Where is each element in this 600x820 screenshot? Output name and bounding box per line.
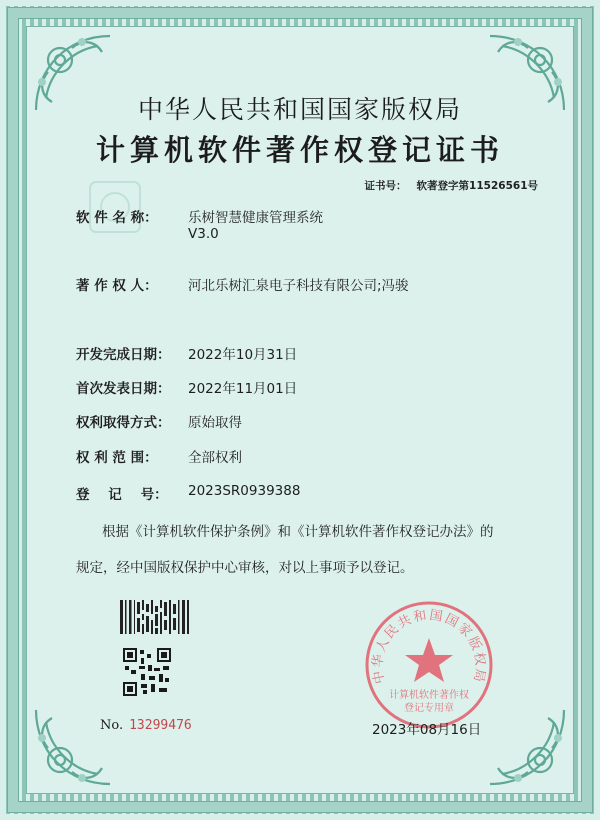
owner-label: 著 作 权 人： (76, 278, 158, 294)
owner-value: 河北乐树汇泉电子科技有限公司;冯骏 (188, 278, 409, 294)
acquire-method-value: 原始取得 (188, 415, 242, 431)
acquire-method-label: 权利取得方式： (76, 415, 171, 431)
certificate-number (365, 178, 538, 193)
seal-ring-text: 中华人民共和国国家版权局 (370, 607, 488, 685)
qr-code-icon (123, 648, 171, 696)
certificate-title: 计算机软件著作权登记证书 (95, 133, 504, 167)
serial-number-value: 13299476 (129, 718, 192, 733)
issue-date: 2023年08月16日 (372, 722, 482, 738)
registration-number-label: 登 记 号： (76, 487, 168, 503)
rights-scope-value: 全部权利 (188, 450, 242, 466)
software-version-value: V3.0 (188, 226, 219, 242)
certificate-number-value: 软著登字第11526561号 (416, 180, 538, 192)
software-name-value: 乐树智慧健康管理系统 (188, 210, 323, 226)
official-seal (362, 598, 496, 732)
software-name-label: 软 件 名 称： (76, 210, 158, 226)
completion-date-label: 开发完成日期： (76, 347, 171, 363)
rights-scope-label: 权 利 范 围： (76, 450, 158, 466)
registration-number-value: 2023SR0939388 (188, 483, 301, 499)
seal-inner-line-1: 计算机软件著作权 (389, 690, 469, 701)
corner-ornament-icon (28, 702, 118, 792)
publish-date-value: 2022年11月01日 (188, 381, 298, 397)
statement-line-2: 规定，经中国版权保护中心审核，对以上事项予以登记。 (76, 560, 414, 576)
star-icon (405, 638, 453, 682)
serial-number (100, 718, 192, 733)
certificate-number-label: 证书号： (364, 180, 407, 192)
barcode-icon (120, 600, 190, 634)
publish-date-label: 首次发表日期： (76, 381, 171, 397)
completion-date-value: 2022年10月31日 (188, 347, 298, 363)
seal-inner-line-2: 登记专用章 (404, 703, 454, 714)
statement-line-1: 根据《计算机软件保护条例》和《计算机软件著作权登记办法》的 (102, 524, 494, 540)
serial-number-label: No. (100, 718, 124, 733)
issuer-title: 中华人民共和国国家版权局 (137, 95, 462, 124)
statement-paragraph (76, 519, 546, 581)
